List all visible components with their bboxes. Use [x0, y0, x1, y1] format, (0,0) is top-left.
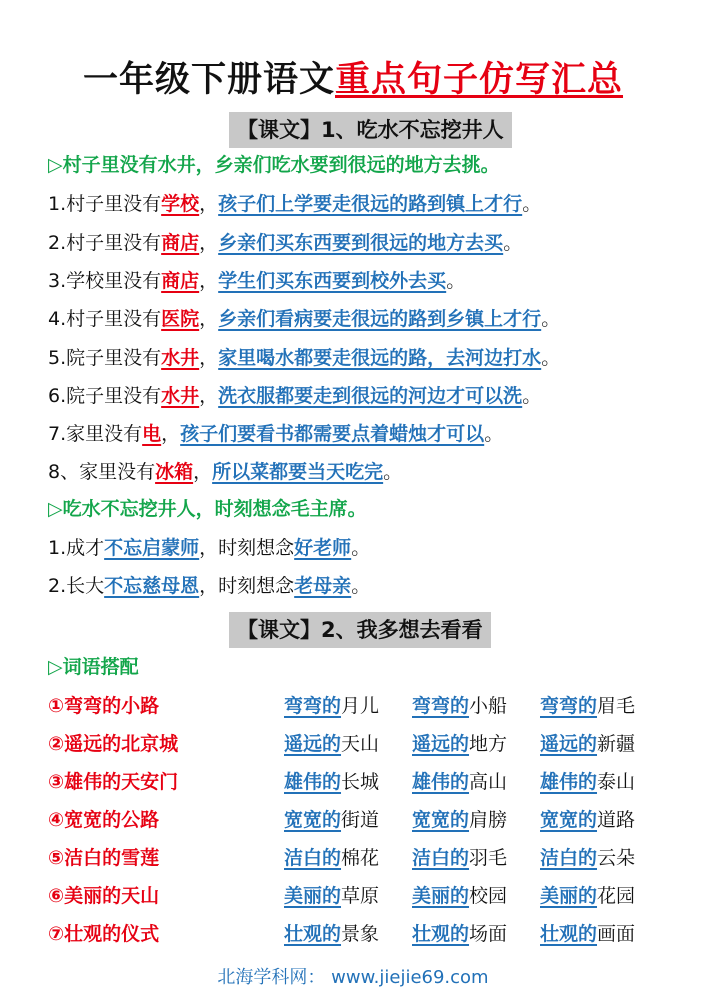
- sentence-text: ，: [199, 308, 219, 330]
- noun-word: 月儿: [341, 695, 380, 717]
- word-pair: [284, 691, 379, 721]
- word-pair-row: [48, 767, 668, 797]
- modifier-word: 美丽的: [412, 885, 470, 907]
- section-1-heading-2: ▷吃水不忘挖井人，时刻想念毛主席。: [48, 498, 367, 520]
- phrase-blue: 不忘启蒙师: [104, 537, 200, 559]
- word-pair-row: [48, 919, 668, 949]
- word-pair-row: [48, 805, 668, 835]
- phrase-blue: 孩子们要看书都需要点着蜡烛才可以: [180, 423, 485, 445]
- keyword-red: 电: [142, 423, 162, 445]
- sentence-text: 。: [541, 308, 561, 330]
- word-pair: [284, 919, 379, 949]
- modifier-word: 遥远的: [412, 733, 470, 755]
- word-pair: [284, 805, 379, 835]
- word-pair-row: [48, 881, 668, 911]
- modifier-word: 弯弯的: [540, 695, 598, 717]
- keyword-red: 水井: [161, 347, 200, 369]
- sentence-text: 。: [541, 347, 561, 369]
- modifier-word: 宽宽的: [540, 809, 598, 831]
- phrase-blue: 老母亲: [294, 575, 352, 597]
- phrase-blue: 学生们买东西要到校外去买: [218, 270, 447, 292]
- modifier-word: 壮观的: [412, 923, 470, 945]
- phrase-blue: 洗衣服都要走到很远的河边才可以洗: [218, 385, 523, 407]
- phrase-blue: 家里喝水都要走很远的路，去河边打水: [218, 347, 542, 369]
- example-phrase: ④宽宽的公路: [48, 809, 160, 831]
- sentence-text: 1.村子里没有: [48, 193, 162, 215]
- sentence-text: ，: [161, 423, 181, 445]
- keyword-red: 水井: [161, 385, 200, 407]
- word-pair-row: [48, 729, 668, 759]
- modifier-word: 弯弯的: [284, 695, 342, 717]
- sentence-text: ，: [199, 193, 219, 215]
- modifier-word: 壮观的: [540, 923, 598, 945]
- word-pair: [540, 729, 635, 759]
- word-pair: [412, 919, 507, 949]
- sentence-text: 。: [383, 461, 403, 483]
- sentence-line: [48, 381, 541, 411]
- example-phrase: ⑥美丽的天山: [48, 885, 160, 907]
- page-title: [0, 52, 706, 102]
- example-phrase: ⑤洁白的雪莲: [48, 847, 160, 869]
- sentence-line: [48, 228, 522, 258]
- word-pair: [540, 843, 635, 873]
- modifier-word: 宽宽的: [412, 809, 470, 831]
- keyword-red: 医院: [161, 308, 200, 330]
- noun-word: 天山: [341, 733, 380, 755]
- modifier-word: 宽宽的: [284, 809, 342, 831]
- title-highlight: 重点句子仿写汇总: [335, 60, 624, 100]
- phrase-blue: 孩子们上学要走很远的路到镇上才行: [218, 193, 523, 215]
- phrase-blue: 乡亲们看病要走很远的路到乡镇上才行: [218, 308, 542, 330]
- sentence-text: 。: [522, 193, 542, 215]
- sentence-text: ，: [199, 385, 219, 407]
- sentence-text: 5.院子里没有: [48, 347, 162, 369]
- noun-word: 街道: [341, 809, 380, 831]
- word-pair: [540, 805, 635, 835]
- sentence-text: 2.村子里没有: [48, 232, 162, 254]
- noun-word: 画面: [597, 923, 636, 945]
- phrase-blue: 乡亲们买东西要到很远的地方去买: [218, 232, 504, 254]
- phrase-blue: 所以菜都要当天吃完: [212, 461, 384, 483]
- keyword-red: 商店: [161, 232, 200, 254]
- sentence-line: [48, 304, 560, 334]
- noun-word: 肩膀: [469, 809, 508, 831]
- modifier-word: 壮观的: [284, 923, 342, 945]
- modifier-word: 洁白的: [284, 847, 342, 869]
- sentence-text: 。: [484, 423, 504, 445]
- sentence-line: [48, 419, 503, 449]
- noun-word: 长城: [341, 771, 380, 793]
- sentence-line: [48, 343, 560, 373]
- keyword-red: 学校: [161, 193, 200, 215]
- modifier-word: 美丽的: [540, 885, 598, 907]
- word-pair: [412, 767, 507, 797]
- noun-word: 草原: [341, 885, 380, 907]
- word-pair: [540, 919, 635, 949]
- phrase-blue: 好老师: [294, 537, 352, 559]
- word-pair: [284, 767, 379, 797]
- modifier-word: 雄伟的: [284, 771, 342, 793]
- sentence-text: ，: [199, 232, 219, 254]
- noun-word: 眉毛: [597, 695, 636, 717]
- noun-word: 棉花: [341, 847, 380, 869]
- noun-word: 校园: [469, 885, 508, 907]
- noun-word: 云朵: [597, 847, 636, 869]
- sentence-line: [48, 266, 465, 296]
- noun-word: 景象: [341, 923, 380, 945]
- noun-word: 地方: [469, 733, 508, 755]
- modifier-word: 雄伟的: [540, 771, 598, 793]
- word-pair: [284, 843, 379, 873]
- sentence-text: ，时刻想念: [199, 537, 295, 559]
- sentence-text: 。: [351, 575, 371, 597]
- sentence-text: 。: [351, 537, 371, 559]
- noun-word: 道路: [597, 809, 636, 831]
- phrase-blue: 不忘慈母恩: [104, 575, 200, 597]
- modifier-word: 美丽的: [284, 885, 342, 907]
- noun-word: 新疆: [597, 733, 636, 755]
- sentence-text: 。: [503, 232, 523, 254]
- modifier-word: 洁白的: [412, 847, 470, 869]
- modifier-word: 遥远的: [540, 733, 598, 755]
- word-pair: [412, 805, 507, 835]
- keyword-red: 商店: [161, 270, 200, 292]
- sentence-text: 7.家里没有: [48, 423, 143, 445]
- word-pair: [284, 729, 379, 759]
- noun-word: 小船: [469, 695, 508, 717]
- word-pair-row: [48, 691, 668, 721]
- sentence-text: ，: [199, 347, 219, 369]
- noun-word: 场面: [469, 923, 508, 945]
- word-pair: [412, 729, 507, 759]
- sentence-text: ，: [193, 461, 213, 483]
- sentence-text: 6.院子里没有: [48, 385, 162, 407]
- sentence-line: [48, 571, 370, 601]
- noun-word: 泰山: [597, 771, 636, 793]
- sentence-text: ，: [199, 270, 219, 292]
- word-pair: [284, 881, 379, 911]
- word-pair: [412, 843, 507, 873]
- sentence-text: 4.村子里没有: [48, 308, 162, 330]
- sentence-text: 3.学校里没有: [48, 270, 162, 292]
- example-phrase: ⑦壮观的仪式: [48, 923, 160, 945]
- modifier-word: 弯弯的: [412, 695, 470, 717]
- keyword-red: 冰箱: [155, 461, 194, 483]
- word-pair-row: [48, 843, 668, 873]
- sentence-text: 8、家里没有: [48, 461, 156, 483]
- modifier-word: 遥远的: [284, 733, 342, 755]
- sentence-text: 1.成才: [48, 537, 105, 559]
- section-1-label: 【课文】1、吃水不忘挖井人: [229, 112, 512, 148]
- title-main: 一年级下册语文: [82, 60, 335, 100]
- example-phrase: ①弯弯的小路: [48, 695, 160, 717]
- example-phrase: ②遥远的北京城: [48, 733, 179, 755]
- sentence-line: [48, 189, 541, 219]
- modifier-word: 洁白的: [540, 847, 598, 869]
- noun-word: 花园: [597, 885, 636, 907]
- footer-website: 北海学科网： www.jiejie69.com: [217, 967, 489, 988]
- word-pair: [540, 767, 635, 797]
- section-2-heading: ▷词语搭配: [48, 656, 139, 678]
- example-phrase: ③雄伟的天安门: [48, 771, 179, 793]
- sentence-text: ，时刻想念: [199, 575, 295, 597]
- section-1-heading-1: ▷村子里没有水井，乡亲们吃水要到很远的地方去挑。: [48, 154, 500, 176]
- modifier-word: 雄伟的: [412, 771, 470, 793]
- word-pair: [540, 881, 635, 911]
- sentence-line: [48, 457, 402, 487]
- noun-word: 羽毛: [469, 847, 508, 869]
- section-2-label: 【课文】2、我多想去看看: [229, 612, 491, 648]
- word-pair: [540, 691, 635, 721]
- word-pair: [412, 881, 507, 911]
- sentence-text: 。: [446, 270, 466, 292]
- sentence-line: [48, 533, 370, 563]
- sentence-text: 2.长大: [48, 575, 105, 597]
- sentence-text: 。: [522, 385, 542, 407]
- word-pair: [412, 691, 507, 721]
- noun-word: 高山: [469, 771, 508, 793]
